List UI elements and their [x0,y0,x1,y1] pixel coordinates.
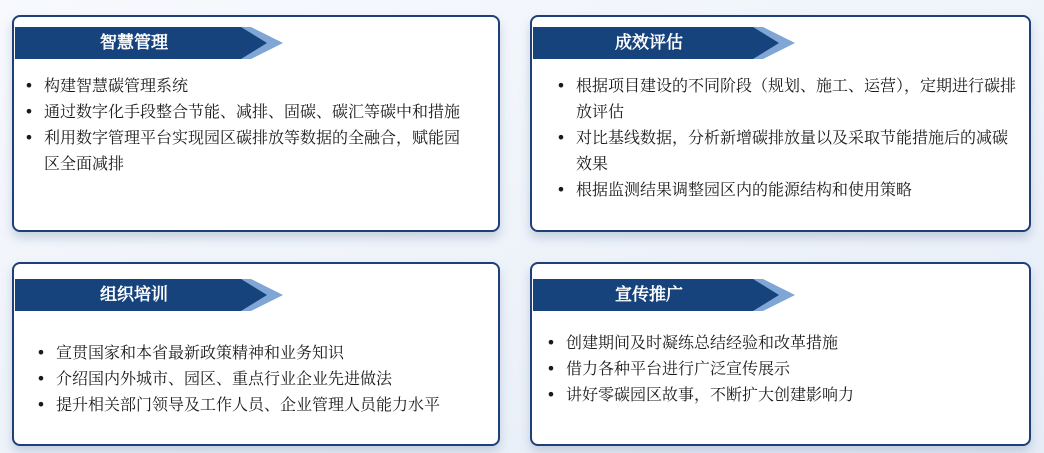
bullet-icon: • [546,333,556,352]
list-item-text: 对比基线数据，分析新增碳排放量以及采取节能措施后的减碳效果 [576,128,1009,173]
list-item [544,382,1004,408]
card-banner [533,27,795,59]
list-item-text: 构建智慧碳管理系统 [44,76,189,95]
list-item [34,366,484,392]
bullet-icon: • [24,102,34,121]
list-item-text: 提升相关部门领导及工作人员、企业管理人员能力水平 [56,395,441,414]
card-organize-training [12,262,500,446]
list-item [554,177,1018,203]
card-title: 成效评估 [615,33,683,53]
bullet-icon: • [24,128,34,147]
bullet-icon: • [546,359,556,378]
list-item-text: 根据监测结果调整园区内的能源结构和使用策略 [576,180,913,199]
bullet-icon: • [24,76,34,95]
list-item [34,340,484,366]
bullet-icon: • [556,76,566,95]
card-item-list [554,73,1018,203]
list-item-text: 讲好零碳园区故事，不断扩大创建影响力 [566,385,855,404]
card-smart-management [12,15,500,232]
card-item-list [544,330,1004,408]
bullet-icon: • [36,369,46,388]
list-item [544,330,1004,356]
list-item-text: 根据项目建设的不同阶段（规划、施工、运营），定期进行碳排放评估 [576,76,1017,121]
list-item [22,73,462,99]
list-item-text: 介绍国内外城市、园区、重点行业企业先进做法 [56,369,393,388]
bullet-icon: • [36,343,46,362]
card-item-list [22,73,462,177]
list-item [554,73,1018,125]
card-effect-evaluation [530,15,1031,232]
card-item-list [34,340,484,418]
card-title: 组织培训 [100,285,168,305]
list-item-text: 通过数字化手段整合节能、减排、固碳、碳汇等碳中和措施 [44,102,461,121]
bullet-icon: • [546,385,556,404]
card-title: 智慧管理 [100,33,168,53]
card-banner [15,27,283,59]
bullet-icon: • [36,395,46,414]
list-item [22,125,462,177]
list-item [544,356,1004,382]
list-item-text: 宣贯国家和本省最新政策精神和业务知识 [56,343,345,362]
bullet-icon: • [556,128,566,147]
list-item-text: 创建期间及时凝练总结经验和改革措施 [566,333,839,352]
list-item-text: 利用数字管理平台实现园区碳排放等数据的全融合，赋能园区全面减排 [44,128,461,173]
list-item [554,125,1018,177]
list-item [22,99,462,125]
card-publicity-promotion [530,262,1031,446]
list-item-text: 借力各种平台进行广泛宣传展示 [566,359,791,378]
card-banner [533,279,795,311]
bullet-icon: • [556,180,566,199]
list-item [34,392,484,418]
card-title: 宣传推广 [615,285,683,305]
card-banner [15,279,283,311]
